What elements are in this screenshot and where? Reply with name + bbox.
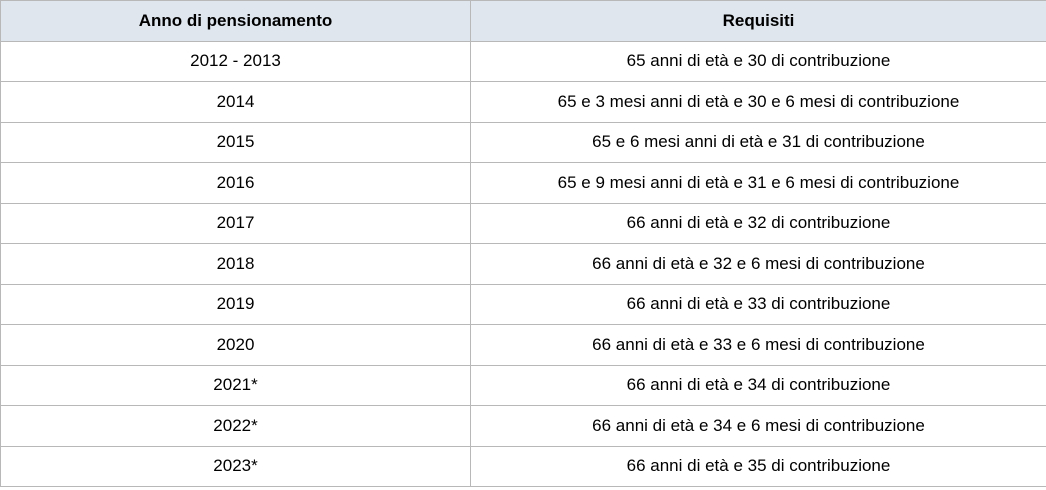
table-row xyxy=(1,325,1046,366)
table-row xyxy=(1,41,1046,82)
cell-year: 2017 xyxy=(1,203,471,244)
table-body xyxy=(1,41,1046,487)
cell-requirements: 66 anni di età e 34 di contribuzione xyxy=(471,365,1046,406)
table-row xyxy=(1,203,1046,244)
cell-year: 2019 xyxy=(1,284,471,325)
cell-requirements: 66 anni di età e 33 e 6 mesi di contribuzione xyxy=(471,325,1046,366)
cell-year: 2020 xyxy=(1,325,471,366)
table-row xyxy=(1,122,1046,163)
cell-year: 2015 xyxy=(1,122,471,163)
cell-requirements: 65 e 3 mesi anni di età e 30 e 6 mesi di contribuzione xyxy=(471,82,1046,123)
table-header xyxy=(1,1,1046,42)
cell-requirements: 65 e 6 mesi anni di età e 31 di contribuzione xyxy=(471,122,1046,163)
cell-year: 2018 xyxy=(1,244,471,285)
table-header-row xyxy=(1,1,1046,42)
cell-requirements: 65 anni di età e 30 di contribuzione xyxy=(471,41,1046,82)
cell-year: 2021* xyxy=(1,365,471,406)
table-row xyxy=(1,446,1046,487)
cell-requirements: 66 anni di età e 33 di contribuzione xyxy=(471,284,1046,325)
cell-requirements: 65 e 9 mesi anni di età e 31 e 6 mesi di contribuzione xyxy=(471,163,1046,204)
cell-requirements: 66 anni di età e 34 e 6 mesi di contribuzione xyxy=(471,406,1046,447)
cell-year: 2014 xyxy=(1,82,471,123)
table-row xyxy=(1,365,1046,406)
table-row xyxy=(1,284,1046,325)
cell-year: 2022* xyxy=(1,406,471,447)
table-row xyxy=(1,406,1046,447)
cell-year: 2023* xyxy=(1,446,471,487)
cell-requirements: 66 anni di età e 35 di contribuzione xyxy=(471,446,1046,487)
table-row xyxy=(1,82,1046,123)
cell-requirements: 66 anni di età e 32 e 6 mesi di contribuzione xyxy=(471,244,1046,285)
column-header-requirements: Requisiti xyxy=(471,1,1046,42)
cell-year: 2012 - 2013 xyxy=(1,41,471,82)
table-row xyxy=(1,163,1046,204)
cell-year: 2016 xyxy=(1,163,471,204)
cell-requirements: 66 anni di età e 32 di contribuzione xyxy=(471,203,1046,244)
table-row xyxy=(1,244,1046,285)
column-header-year: Anno di pensionamento xyxy=(1,1,471,42)
